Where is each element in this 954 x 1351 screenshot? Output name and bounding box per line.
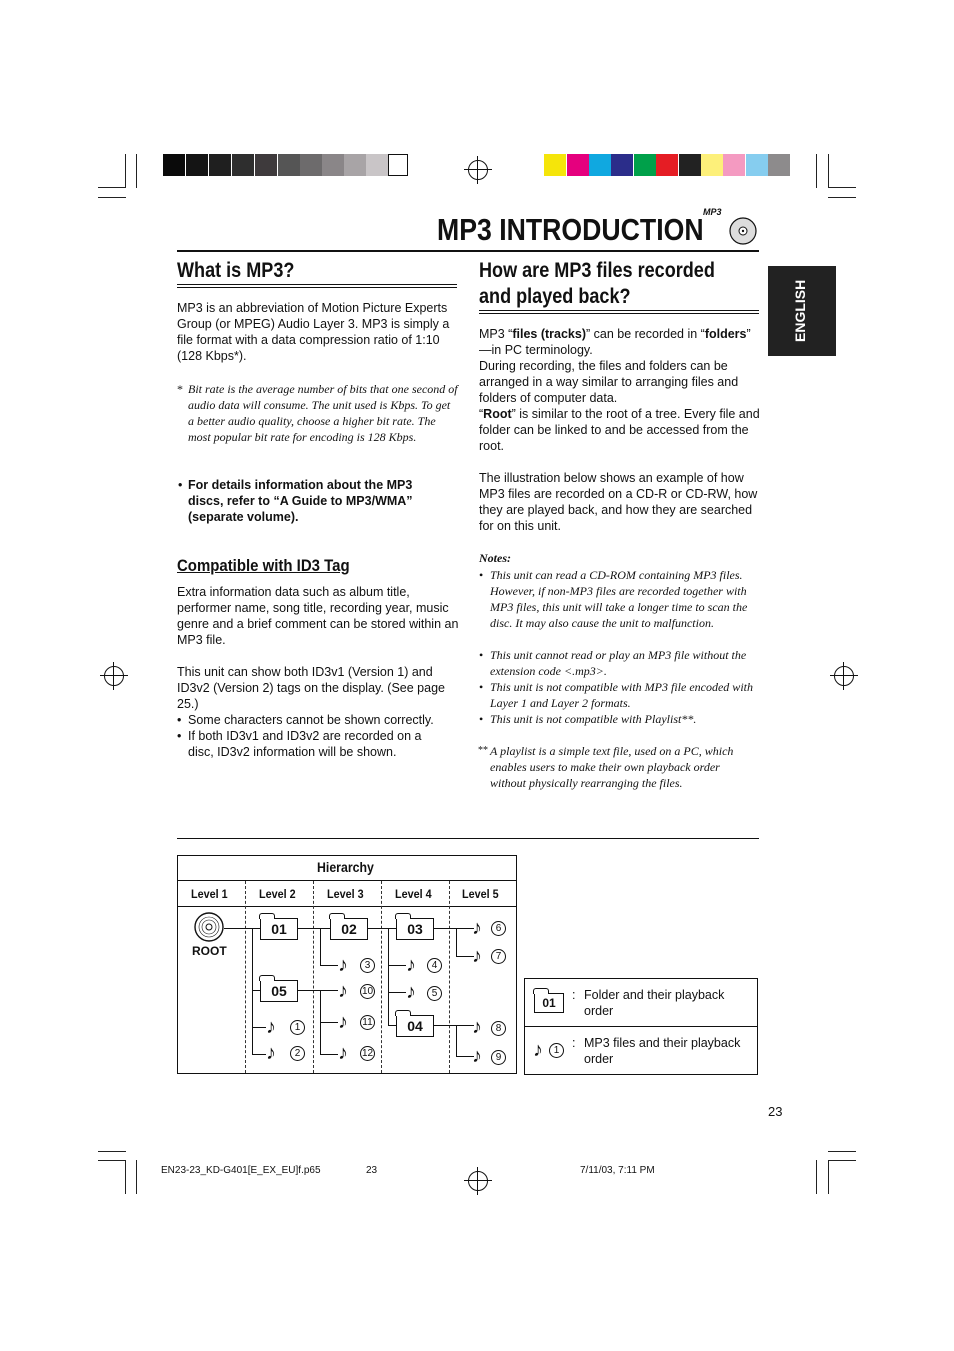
crop-mark [828,1160,829,1194]
crop-mark [98,1151,126,1152]
bullet-dot: • [178,478,183,492]
track-number: 2 [290,1046,305,1061]
title-rule [177,250,759,252]
crop-mark [98,1160,126,1161]
note-item: This unit cannot read or play an MP3 file without the extension code <.mp3>. [490,648,747,678]
crop-mark [828,187,856,188]
crop-mark [125,154,126,188]
level-label: Level 5 [462,887,499,901]
mp3-intro-text: MP3 is an abbreviation of Motion Picture Experts Group (or MPEG) Audio Layer 3. MP3 is simply a file format with a data compression ratio of 1:10 (128 Kbps*). [177,301,450,363]
folder-icon: 05 [260,980,298,1002]
music-note-icon: ♪ [472,917,482,939]
language-tab: ENGLISH [768,266,836,356]
recording-paragraph-4: The illustration below shows an example of how MP3 files are recorded on a CD-R or CD-RW, how they are played back, and how they are searched for on this unit. [479,471,758,533]
music-note-icon: ♪ [338,1042,348,1064]
what-is-mp3-heading: What is MP3? [177,259,295,282]
registration-mark [468,160,488,180]
crop-mark [136,154,137,188]
crop-mark [828,197,856,198]
id3-heading: Compatible with ID3 Tag [177,556,350,575]
legend-track-text: MP3 files and their playback order [584,1036,741,1066]
music-note-icon: ♪ [472,1045,482,1067]
track-number: 1 [290,1020,305,1035]
crop-mark [828,154,829,188]
crop-mark [828,1160,856,1161]
track-number: 3 [360,958,375,973]
level-label: Level 1 [191,887,228,901]
music-note-icon: ♪ [472,945,482,967]
folder-icon: 04 [396,1015,434,1037]
music-note-icon: ♪ [266,1042,276,1064]
footnote-mark: * [177,382,183,396]
track-number: 9 [491,1050,506,1065]
id3-paragraph-2: This unit can show both ID3v1 (Version 1) and ID3v2 (Version 2) tags on the display. (See page 25.) [177,665,445,711]
track-number: 11 [360,1015,375,1030]
music-note-icon: ♪ [338,1011,348,1033]
crop-mark [98,187,126,188]
id3-paragraph-1: Extra information data such as album title, performer name, song title, recording year, music genre and a brief comment can be stored within an MP3 file. [177,585,459,647]
cd-icon [728,216,758,246]
track-number: 7 [491,949,506,964]
level-label: Level 4 [395,887,432,901]
track-number: 10 [361,986,374,997]
level-label: Level 3 [327,887,364,901]
registration-mark [834,666,854,686]
folder-icon: 03 [396,918,434,940]
recording-paragraph-2: During recording, the files and folders can be arranged in a way similar to arranging files and folders of computer data. [479,359,739,405]
music-note-icon: ♪ [266,1016,276,1038]
heading-rule [177,287,457,288]
crop-mark [98,197,126,198]
track-number: 8 [491,1021,506,1036]
level-label: Level 2 [259,887,296,901]
recording-heading-line2: and played back? [479,285,631,308]
playlist-footnote: A playlist is a simple text file, used on a PC, which enables users to make their own playback order without physically rearranging the files. [490,744,734,790]
registration-mark [104,666,124,686]
id3-bullet: Some characters cannot be shown correctly. [188,713,434,727]
crop-mark [816,154,817,188]
id3-bullet: If both ID3v1 and ID3v2 are recorded on a disc, ID3v2 information will be shown. [188,729,422,759]
disc-icon [193,911,225,943]
footer-page: 23 [366,1165,378,1176]
crop-mark [125,1160,126,1194]
music-note-icon: ♪ [338,954,348,976]
music-note-icon: ♪ [338,980,348,1002]
recording-heading-line1: How are MP3 files recorded [479,259,715,282]
music-note-icon: ♪ [472,1016,482,1038]
bitrate-footnote: Bit rate is the average number of bits that one second of audio data will consume. The unit used is Kbps. To get a better audio quality, choose a higher bit rate. The most popular bit rate for encoding is 128 Kbps. [188,382,458,444]
footer-date: 7/11/03, 7:11 PM [580,1165,655,1176]
heading-rule [479,310,759,311]
guide-reference: For details information about the MP3 discs, refer to “A Guide to MP3/WMA” (separate volume). [188,478,413,524]
music-note-icon: ♪ [533,1039,543,1061]
footnote-mark: ** [478,745,488,756]
note-item: This unit can read a CD-ROM containing MP3 files. However, if non-MP3 files are recorded together with MP3 files, this unit will take a longer time to scan the disc. It may also cause the unit to malfunction. [490,568,748,630]
recording-paragraph-3: “Root” is similar to the root of a tree. Every file and folder can be linked to and be accessed from the root. [479,407,760,453]
folder-icon: 01 [260,918,298,940]
note-item: This unit is not compatible with Playlist**. [490,712,697,726]
registration-mark [468,1171,488,1191]
heading-rule [177,284,457,285]
folder-icon: 02 [330,918,368,940]
root-label: ROOT [192,944,227,958]
track-number: 6 [491,921,506,936]
legend-folder-text: Folder and their playback order [584,988,725,1018]
music-note-icon: ♪ [406,954,416,976]
hierarchy-title: Hierarchy [317,859,374,875]
heading-rule [479,313,759,314]
notes-title: Notes: [479,551,511,565]
crop-mark [136,1160,137,1194]
mp3-logo-text: MP3 [703,207,722,217]
track-number: 4 [427,958,442,973]
page-title: MP3 INTRODUCTION [437,212,704,247]
music-note-icon: ♪ [406,981,416,1003]
track-number: 1 [549,1043,564,1058]
track-number: 12 [361,1048,374,1059]
folder-icon: 01 [534,993,564,1013]
page-number: 23 [768,1104,783,1119]
section-rule [177,838,759,839]
footer-file: EN23-23_KD-G401[E_EX_EU]f.p65 [161,1165,321,1176]
note-item: This unit is not compatible with MP3 file encoded with Layer 1 and Layer 2 formats. [490,680,753,710]
recording-paragraph-1: MP3 “files (tracks)” can be recorded in “folders” —in PC terminology. [479,327,751,357]
crop-mark [828,1151,856,1152]
crop-mark [816,1160,817,1194]
track-number: 5 [427,986,442,1001]
